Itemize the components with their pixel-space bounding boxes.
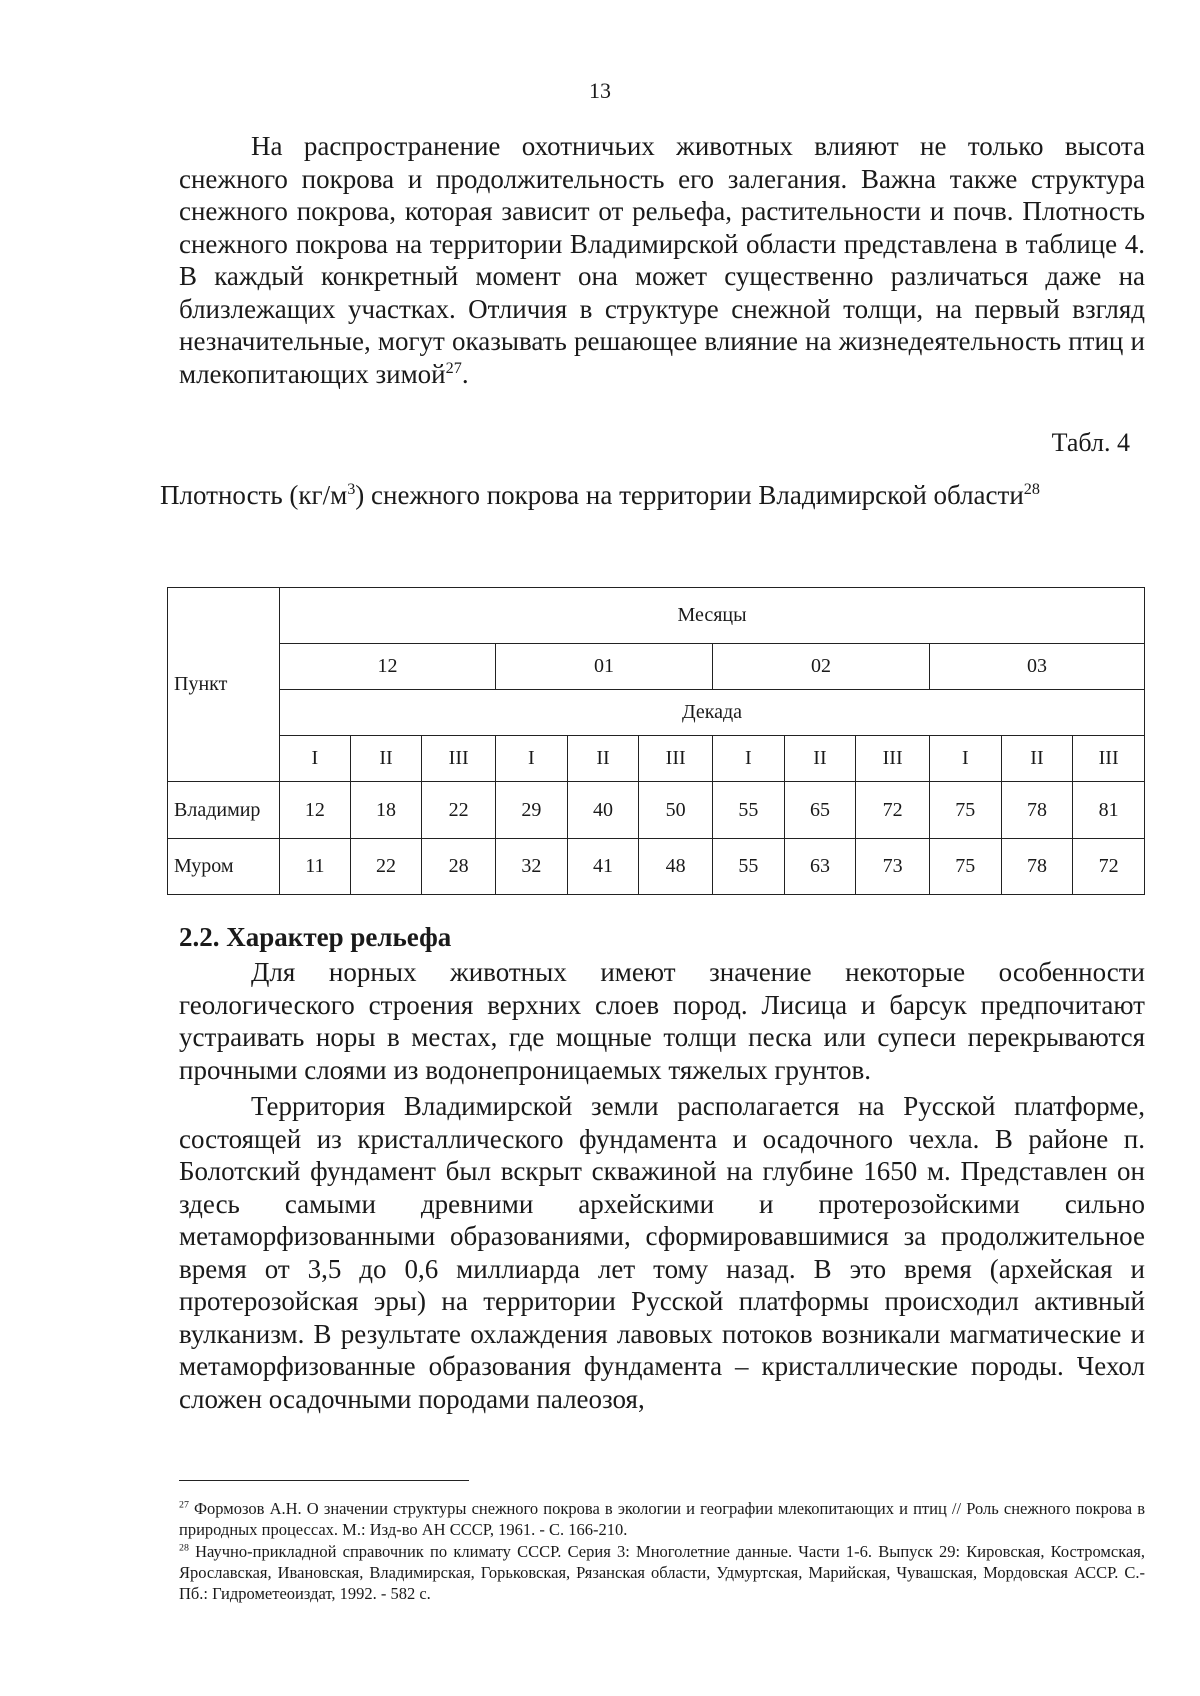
intro-paragraph-text: На распространение охотничьих животных влияют не только высота снежного покрова и продолжительность его залегания. Важна также структура снежного покрова, которая зависит от рельефа, растительности и почв. Плотность снежного покрова на территории Владимирской области представлена в таблице 4. В каждый конкретный момент она может существенно различаться даже на близлежащих участках. Отличия в структуре снежной толщи, на первый взгляд незначительные, могут оказывать решающее влияние на жизнедеятельность птиц и млекопитающих зимой [179,131,1145,389]
value-cell: 81 [1073,782,1145,839]
snow-density-table [167,587,1145,895]
decade-cell: II [784,736,856,782]
table-caption [0,480,1200,511]
footnote-number: 27 [179,1499,189,1511]
value-cell: 73 [856,839,930,895]
table-number: Табл. 4 [1051,428,1130,457]
decade-cell: II [1001,736,1073,782]
month-header: 03 [929,644,1144,690]
value-cell: 75 [929,782,1001,839]
value-cell: 29 [496,782,568,839]
table-row [168,839,1145,895]
value-cell: 22 [422,782,496,839]
table-caption-before: Плотность (кг/м [160,480,348,510]
value-cell: 63 [784,839,856,895]
value-cell: 75 [929,839,1001,895]
station-cell: Муром [168,839,280,895]
footnote-divider [179,1480,469,1481]
footnote-ref-28: 28 [1023,480,1040,498]
value-cell: 48 [639,839,713,895]
footnote-27 [179,1498,1145,1540]
section-heading: 2.2. Характер рельефа [179,922,452,952]
value-cell: 18 [350,782,422,839]
footnote-number: 28 [179,1542,189,1554]
table-caption-after: ) снежного покрова на территории Владимирской области [355,480,1024,510]
station-cell: Владимир [168,782,280,839]
section-paragraph-2: Территория Владимирской земли располагается на Русской платформе, состоящей из кристаллического фундамента и осадочного чехла. В районе п. Болотский фундамент был вскрыт скважиной на глубине 1650 м. Представлен он здесь самыми древними архейскими и протерозойскими сильно метаморфизованными образованиями, сформировавшимися за продолжительное время от 3,5 до 0,6 миллиарда лет тому назад. В это время (архейская и протерозойская эры) на территории Русской платформы происходил активный вулканизм. В результате охлаждения лавовых потоков возникали магматические и метаморфизованные образования фундамента – кристаллические породы. Чехол сложен осадочными породами палеозоя, [179,1091,1145,1414]
value-cell: 78 [1001,782,1073,839]
month-header: 01 [496,644,713,690]
decade-cell: III [639,736,713,782]
decade-cell: I [929,736,1001,782]
intro-paragraph [179,130,1145,390]
decade-cell: III [856,736,930,782]
value-cell: 72 [1073,839,1145,895]
value-cell: 32 [496,839,568,895]
month-header: 12 [280,644,496,690]
intro-paragraph-end: . [461,358,469,389]
decade-cell: II [567,736,639,782]
decade-header: Декада [280,690,1145,736]
value-cell: 11 [280,839,351,895]
month-header: 02 [712,644,929,690]
value-cell: 40 [567,782,639,839]
value-cell: 28 [422,839,496,895]
footnote-ref-27: 27 [445,358,462,377]
value-cell: 72 [856,782,930,839]
decade-cell: III [1073,736,1145,782]
page-number: 13 [589,78,611,103]
footnote-28 [179,1541,1145,1604]
decade-cell: II [350,736,422,782]
table-row [168,782,1145,839]
value-cell: 78 [1001,839,1073,895]
value-cell: 22 [350,839,422,895]
value-cell: 12 [280,782,351,839]
decade-cell: I [712,736,784,782]
decade-cell: I [280,736,351,782]
section-paragraph-1: Для норных животных имеют значение некоторые особенности геологического строения верхних слоев пород. Лисица и барсук предпочитают устраивать норы в местах, где мощные толщи песка или супеси перекрываются прочными слоями из водонепроницаемых тяжелых грунтов. [179,957,1145,1085]
row-header-cell: Пункт [168,588,280,782]
decade-cell: III [422,736,496,782]
value-cell: 65 [784,782,856,839]
value-cell: 55 [712,782,784,839]
footnote-text: Формозов А.Н. О значении структуры снежного покрова в экологии и географии млекопитающих и птиц // Роль снежного покрова в природных процессах. М.: Изд-во АН СССР, 1961. - С. 166-210. [179,1499,1145,1539]
value-cell: 55 [712,839,784,895]
value-cell: 50 [639,782,713,839]
footnote-text: Научно-прикладной справочник по климату СССР. Серия 3: Многолетние данные. Части 1-6. Выпуск 29: Кировская, Костромская, Ярославская, Ивановская, Владимирская, Горьковская, Рязанская области, Удмуртская, Марийская, Чувашская, Мордовская АССР. С.-Пб.: Гидрометеоиздат, 1992. - 582 с. [179,1542,1145,1603]
value-cell: 41 [567,839,639,895]
table-caption-sup: 3 [347,480,356,498]
decade-cell: I [496,736,568,782]
months-header: Месяцы [280,588,1145,644]
